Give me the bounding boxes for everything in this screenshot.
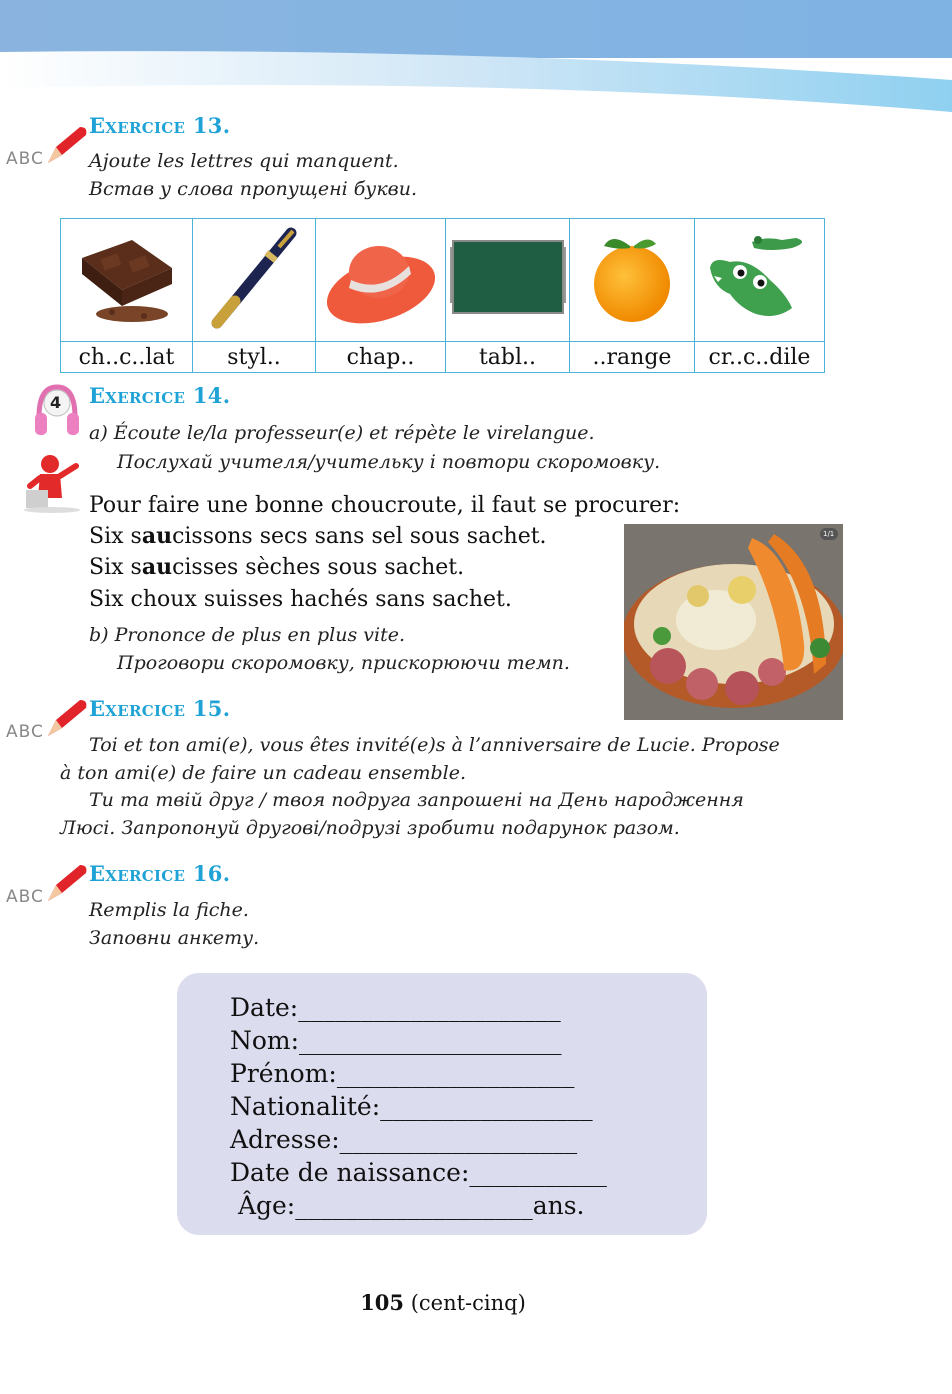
exercise-14-title: Exercice 14. xyxy=(89,383,231,408)
tongue-twister-intro: Pour faire une bonne choucroute, il faut se procurer: xyxy=(89,493,681,518)
word-cell: ..range xyxy=(570,342,695,373)
form-field-age[interactable]: Âge:___________________ans. xyxy=(230,1191,585,1220)
exercise-16-instruction-uk: Заповни анкету. xyxy=(89,927,260,949)
hat-image xyxy=(316,219,446,342)
exercise-15-fr-line-2: à ton ami(e) de faire un cadeau ensemble. xyxy=(60,762,467,784)
teacher-figure-icon xyxy=(20,452,84,514)
board-image xyxy=(446,219,570,342)
exercise-16-instruction-fr: Remplis la fiche. xyxy=(89,899,249,921)
photo-counter-badge: 1/1 xyxy=(823,530,835,538)
word-cell: styl.. xyxy=(193,342,316,373)
exercise-14-b-fr: b) Prononce de plus en plus vite. xyxy=(89,624,405,646)
vocabulary-table xyxy=(60,218,825,373)
exercise-14-a-fr: a) Écoute le/la professeur(e) et répète le virelangue. xyxy=(89,422,595,444)
pen-icon xyxy=(42,698,90,740)
exercise-13-title: Exercice 13. xyxy=(89,113,231,138)
crocodile-image xyxy=(695,219,825,342)
form-field-date-naissance[interactable]: Date de naissance:___________ xyxy=(230,1158,607,1187)
pen-icon xyxy=(42,125,90,167)
word-cell: cr..c..dile xyxy=(695,342,825,373)
pen-icon xyxy=(42,863,90,905)
form-field-nationalite[interactable]: Nationalité:_________________ xyxy=(230,1092,593,1121)
exercise-16-title: Exercice 16. xyxy=(89,861,231,886)
choucroute-photo xyxy=(624,524,843,720)
exercise-14-a-uk: Послухай учителя/учительку і повтори скоромовку. xyxy=(117,451,661,473)
audio-track-number: 4 xyxy=(50,393,62,412)
abc-writing-icon: ABC xyxy=(6,863,86,913)
form-field-nom[interactable]: Nom:_____________________ xyxy=(230,1026,562,1055)
pen-image xyxy=(193,219,316,342)
exercise-15-uk-line-2: Люсі. Запропонуй другові/подрузі зробити подарунок разом. xyxy=(60,817,680,839)
word-cell: chap.. xyxy=(316,342,446,373)
exercise-15-uk-line-1: Ти та твій друг / твоя подруга запрошені на День народження xyxy=(89,789,744,811)
top-banner xyxy=(0,0,952,120)
exercise-14-b-uk: Проговори скоромовку, прискорюючи темп. xyxy=(117,652,570,674)
page-number: 105 (cent-cinq) xyxy=(360,1290,526,1315)
form-field-date[interactable]: Date:_____________________ xyxy=(230,993,561,1022)
chocolate-image xyxy=(61,219,193,342)
orange-image xyxy=(570,219,695,342)
tongue-twister-line-2: Six saucisses sèches sous sachet. xyxy=(89,554,465,580)
exercise-13-instruction-uk: Встав у слова пропущені букви. xyxy=(89,178,418,200)
word-cell: ch..c..lat xyxy=(61,342,193,373)
word-cell: tabl.. xyxy=(446,342,570,373)
exercise-15-fr-line-1: Toi et ton ami(e), vous êtes invité(e)s à l’anniversaire de Lucie. Propose xyxy=(89,734,780,756)
abc-writing-icon: ABC xyxy=(6,125,86,175)
form-field-prenom[interactable]: Prénom:___________________ xyxy=(230,1059,575,1088)
exercise-15-title: Exercice 15. xyxy=(89,696,231,721)
tongue-twister-line-1: Six saucissons secs sans sel sous sachet. xyxy=(89,523,547,549)
exercise-13-instruction-fr: Ajoute les lettres qui manquent. xyxy=(89,150,399,172)
tongue-twister-line-3: Six choux suisses hachés sans sachet. xyxy=(89,587,512,612)
form-card xyxy=(177,973,707,1235)
abc-writing-icon: ABC xyxy=(6,698,86,748)
form-field-adresse[interactable]: Adresse:___________________ xyxy=(230,1125,578,1154)
headphones-audio-icon[interactable] xyxy=(34,383,80,439)
